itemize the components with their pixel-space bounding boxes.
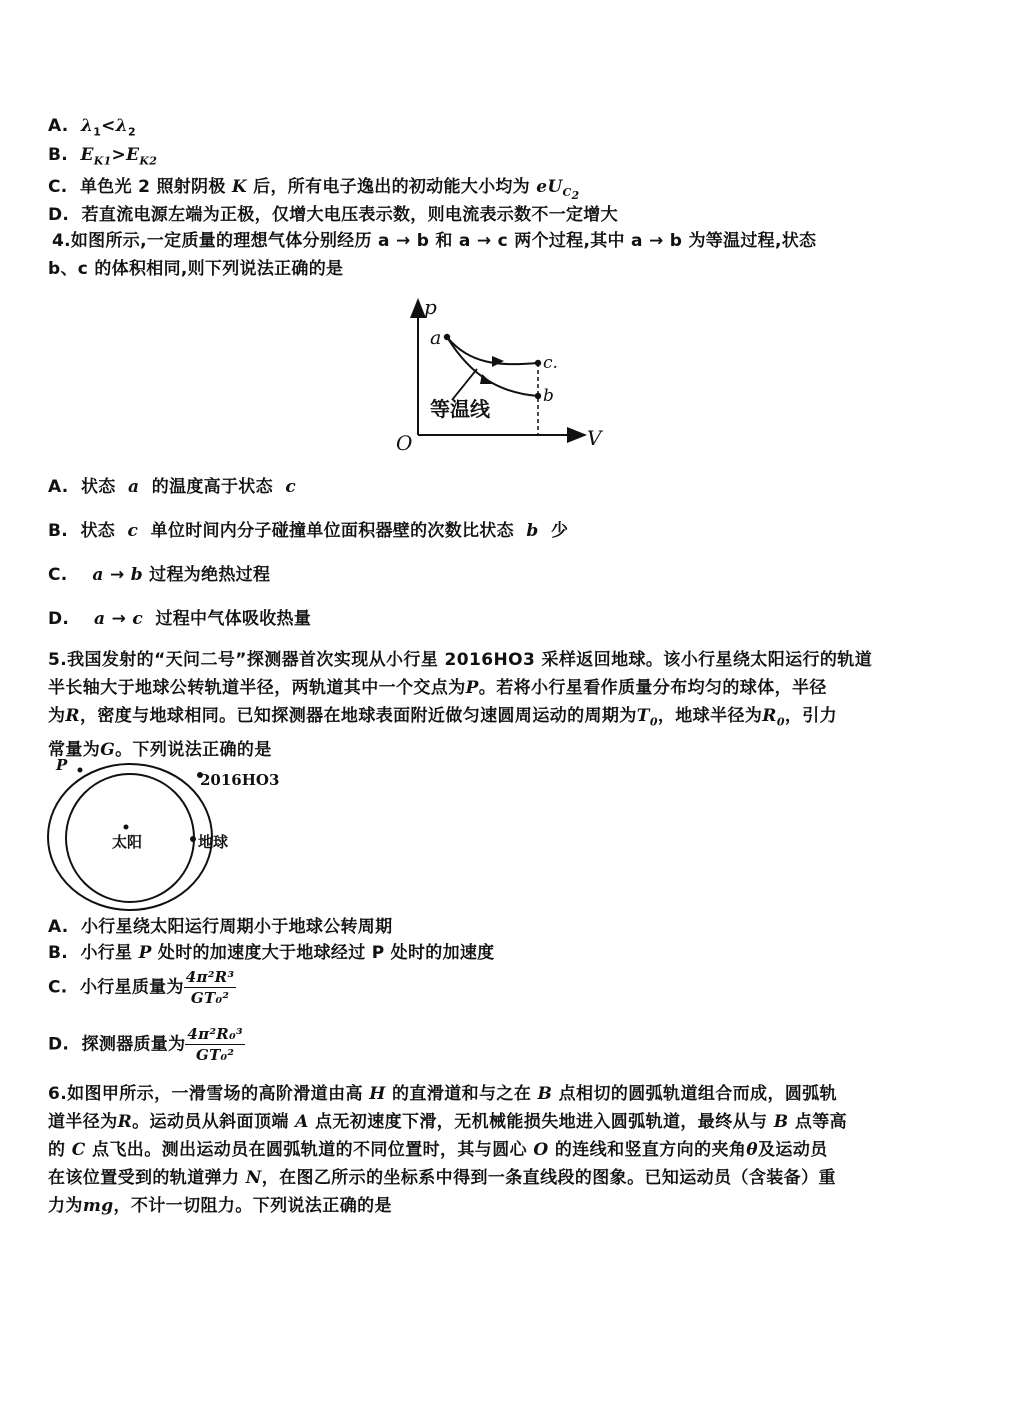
q6-stem-line4: 在该位置受到的轨道弹力 N，在图乙所示的坐标系中得到一条直线段的图象。已知运动员（含装备）重	[48, 1168, 836, 1188]
p-label: P	[56, 756, 68, 774]
q3-option-b: B. $E_{K1}>E_{K2}$	[48, 145, 158, 168]
q3-option-c: C. 单色光 2 照射阴极 K 后，所有电子逸出的初动能大小均为 $eU_{C_2}$	[48, 177, 580, 203]
q5-stem-line2: 半长轴大于地球公转轨道半径，两轨道其中一个交点为P。若将小行星看作质量分布均匀的球体，半径	[48, 678, 827, 698]
q6-stem-line5: 力为mg，不计一切阻力。下列说法正确的是	[48, 1196, 392, 1216]
q4-option-a: A. 状态 a 的温度高于状态 c	[48, 477, 296, 497]
q5-option-a: A. 小行星绕太阳运行周期小于地球公转周期	[48, 917, 393, 937]
q4-option-b: B. 状态 c 单位时间内分子碰撞单位面积器壁的次数比状态 b 少	[48, 521, 569, 541]
q5-stem	[48, 646, 928, 764]
q6-stem	[48, 1080, 928, 1220]
earth-dot	[190, 836, 196, 842]
isotherm-pointer	[452, 369, 477, 400]
arrow-a-to-c	[492, 356, 504, 367]
q4-stem-line2: b、c 的体积相同,则下列说法正确的是	[48, 259, 344, 279]
q6-stem-line2: 道半径为R。运动员从斜面顶端 A 点无初速度下滑，无机械能损失地进入圆弧轨道，最终从与 B 点等高	[48, 1112, 848, 1132]
point-b-label: b	[543, 386, 554, 406]
point-c-label: c.	[543, 353, 558, 373]
q4-option-d: D. a → c 过程中气体吸收热量	[48, 609, 312, 629]
q3-option-a: A. $\lambda_1<\lambda_2$	[48, 116, 136, 139]
q5-stem-line1: 5.我国发射的“天问二号”探测器首次实现从小行星 2016HO3 采样返回地球。该小行星绕太阳运行的轨道	[48, 650, 873, 670]
q6-stem-line3: 的 C 点飞出。测出运动员在圆弧轨道的不同位置时，其与圆心 O 的连线和竖直方向的夹角θ及运动员	[48, 1140, 828, 1160]
p-axis-label: p	[424, 295, 437, 319]
q4-pv-diagram	[380, 290, 620, 460]
sun-label: 太阳	[112, 833, 143, 851]
q5-stem-line3: 为R，密度与地球相同。已知探测器在地球表面附近做匀速圆周运动的周期为$T_0$，地球半径为$R_0$，引力	[48, 706, 838, 729]
point-b-dot	[535, 393, 541, 399]
mass-fraction-c: $\frac{\text{4π²R³}}{\text{GT₀²}}$	[185, 968, 235, 1007]
v-axis-label: V	[587, 426, 602, 450]
intersection-p-dot	[78, 768, 83, 773]
origin-label: O	[396, 431, 413, 455]
q5-option-c: C. 小行星质量为 $\frac{\text{4π²R³}}{\text{GT₀²}}$	[48, 968, 235, 1007]
asteroid-label: 2016HO3	[200, 771, 280, 789]
q4-stem-line1: 4.如图所示,一定质量的理想气体分别经历 a → b 和 a → c 两个过程,其中 a → b 为等温过程,状态	[52, 231, 817, 251]
point-a-dot	[444, 334, 450, 340]
q5-option-b: B. 小行星 P 处时的加速度大于地球经过 P 处时的加速度	[48, 943, 495, 963]
q3-option-d: D. 若直流电源左端为正极，仅增大电压表示数，则电流表示数不一定增大	[48, 205, 618, 225]
q5-stem-line4: 常量为G。下列说法正确的是	[48, 740, 272, 761]
q6-stem-line1: 6.如图甲所示，一滑雪场的高阶滑道由高 H 的直滑道和与之在 B 点相切的圆弧轨道组合而成，圆弧轨	[48, 1084, 838, 1104]
earth-label: 地球	[198, 833, 229, 851]
q5-orbit-diagram	[40, 755, 300, 915]
isotherm-label: 等温线	[430, 397, 490, 421]
mass-fraction-d: $\frac{\text{4π²R₀³}}{\text{GT₀²}}$	[187, 1025, 243, 1064]
q4-option-c: C. a → b 过程为绝热过程	[48, 565, 271, 585]
point-c-dot	[535, 360, 541, 366]
arrow-a-to-b	[480, 374, 493, 384]
sun-dot	[124, 825, 129, 830]
point-a-label: a	[430, 327, 442, 349]
q5-option-d: D. 探测器质量为 $\frac{\text{4π²R₀³}}{\text{GT₀²}}$	[48, 1025, 243, 1064]
